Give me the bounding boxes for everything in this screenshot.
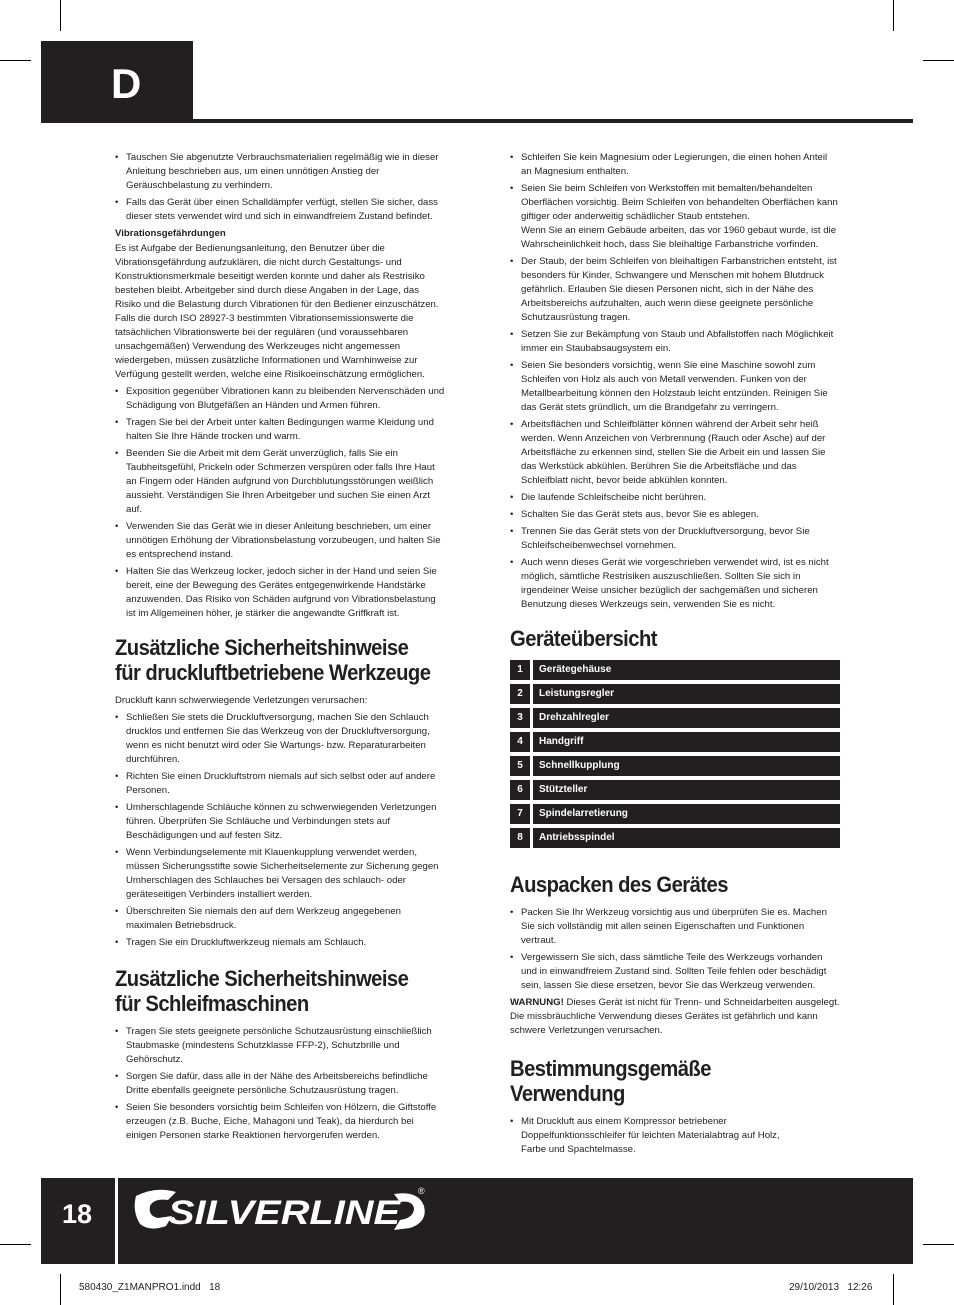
part-label: Schnellkupplung: [533, 756, 840, 776]
list-item: • Beenden Sie die Arbeit mit dem Gerät unverzüglich, falls Sie ein Taubheitsgefühl, Prickeln oder Schmerzen verspüren oder falls Ihre Haut an Fingern oder Händen aufgrund von Durchblutungsstörungen weißlich aussieht. Verständigen Sie Ihren Arbeitgeber und suchen Sie einen Arzt auf.: [115, 447, 445, 517]
list-item: • Arbeitsflächen und Schleifblätter können während der Arbeit sehr heiß werden. Wenn Anzeichen von Verbrennung (Rauch oder Asche) auf der Arbeitsfläche zu erkennen sind, stellen Sie die Arbeit ein und lassen Sie das Werkstück abkühlen. Berühren Sie die Arbeitsfläche und das Schleifblatt nicht, bevor beide abkühlen konnten.: [510, 418, 840, 488]
list-item: • Umherschlagende Schläuche können zu schwerwiegenden Verletzungen führen. Überprüfen Sie Schläuche und Verbindungen stets auf Beschädigungen und auf festen Sitz.: [115, 801, 445, 843]
crop-mark: [60, 1274, 61, 1305]
crop-mark: [893, 1274, 894, 1305]
list-item: • Seien Sie besonders vorsichtig beim Schleifen von Hölzern, die Giftstoffe erzeugen (z.B. Buche, Eiche, Mahagoni und Teak), da hierdurch bei einigen Personen starke Reaktionen hervorgerufen werden.: [115, 1101, 445, 1143]
list-item: • Setzen Sie zur Bekämpfung von Staub und Abfallstoffen nach Möglichkeit immer ein Staubabsaugsystem ein.: [510, 328, 840, 356]
list-item: • Mit Druckluft aus einem Kompressor betriebener Doppelfunktionsschleifer für leichten Materialabtrag auf Holz, Farbe und Spachtelmasse.: [510, 1115, 840, 1157]
footer-divider: [115, 1178, 118, 1264]
noise-bullets: [115, 151, 445, 224]
list-item: • Seien Sie besonders vorsichtig, wenn Sie eine Maschine sowohl zum Schleifen von Holz als auch von Metall verwenden. Funken von der Metallbearbeitung können den Holzstaub leicht entzünden. Reinigen Sie das Gerät stets gründlich, um die Brandgefahr zu verringern.: [510, 359, 840, 415]
vibration-subheading: Vibrationsgefährdungen: [115, 228, 226, 239]
brand-wordmark: SILVERLINE: [168, 1194, 402, 1232]
air-tools-intro: Druckluft kann schwerwiegende Verletzungen verursachen:: [115, 695, 368, 706]
list-item: • Richten Sie einen Druckluftstrom niemals auf sich selbst oder auf andere Personen.: [115, 770, 445, 798]
part-label: Spindelarretierung: [533, 804, 840, 824]
warning-paragraph: [510, 996, 840, 1038]
part-number: 1: [510, 660, 530, 680]
part-number: 3: [510, 708, 530, 728]
file-slug: 580430_Z1MANPRO1.indd 18: [79, 1282, 221, 1293]
list-item: • Seien Sie beim Schleifen von Werkstoffen mit bemalten/behandelten Oberflächen vorsichtig. Beim Schleifen von behandelten Oberflächen kann giftiger oder anderweitig schädlicher Staub entstehen. Wenn Sie an einem Gebäude arbeiten, das vor 1960 gebaut wurde, ist die Wahrscheinlichkeit hoch, dass Sie bleihaltige Farbanstriche vorfinden.: [510, 182, 840, 252]
silverline-logo: [132, 1186, 432, 1236]
part-number: 4: [510, 732, 530, 752]
registered-mark: ®: [418, 1186, 425, 1196]
part-label: Gerätegehäuse: [533, 660, 840, 680]
header-rule: [193, 119, 913, 123]
part-label: Drehzahlregler: [533, 708, 840, 728]
list-item: • Packen Sie Ihr Werkzeug vorsichtig aus und überprüfen Sie es. Machen Sie sich vollständig mit allen seinen Eigenschaften und Funktionen vertraut.: [510, 906, 840, 948]
part-number: 2: [510, 684, 530, 704]
part-number: 5: [510, 756, 530, 776]
grinder-heading: [115, 966, 419, 1016]
crop-mark: [923, 60, 954, 61]
unpacking-heading: Auspacken des Gerätes: [510, 872, 728, 897]
grinding-bullets: [510, 151, 840, 612]
grinder-heading-line1: Zusätzliche Sicherheitshinweise: [115, 966, 409, 991]
intended-use-heading-line2: Verwendung: [510, 1081, 625, 1106]
language-tab: [41, 41, 193, 123]
table-row: [510, 660, 840, 680]
right-column: [510, 151, 840, 1160]
list-item: • Auch wenn dieses Gerät wie vorgeschrieben verwendet wird, ist es nicht möglich, sämtliche Restrisiken auszuschließen. Sollten Sie sich in irgendeiner Weise unsicher bezüglich der sachgemäßen und sicheren Benutzung dieses Werkzeugs sein, verwenden Sie es nicht.: [510, 556, 840, 612]
part-number: 8: [510, 828, 530, 848]
grinder-heading-line2: für Schleifmaschinen: [115, 991, 309, 1016]
table-row: [510, 684, 840, 704]
list-item: • Überschreiten Sie niemals den auf dem Werkzeug angegebenen maximalen Betriebsdruck.: [115, 905, 445, 933]
list-item: • Tragen Sie stets geeignete persönliche Schutzausrüstung einschließlich Staubmaske (mindestens Schutzklasse FFP-2), Schutzbrille und Gehörschutz.: [115, 1025, 445, 1067]
crop-mark: [0, 1244, 31, 1245]
table-row: [510, 732, 840, 752]
crop-mark: [60, 0, 61, 31]
list-item: • Halten Sie das Werkzeug locker, jedoch sicher in der Hand und seien Sie bereit, eine der Bewegung des Gerätes entgegenwirkende Handstärke anzuwenden. Das Risiko von Schäden aufgrund von Vibrationsbelastung ist im Allgemeinen höher, je stärker die angewandte Griffkraft ist.: [115, 565, 445, 621]
crop-mark: [0, 60, 31, 61]
intended-use-heading-line1: Bestimmungsgemäße: [510, 1056, 711, 1081]
language-letter: D: [111, 60, 142, 107]
crop-mark: [923, 1244, 954, 1245]
table-row: [510, 828, 840, 848]
list-item: • Schleifen Sie kein Magnesium oder Legierungen, die einen hohen Anteil an Magnesium enthalten.: [510, 151, 840, 179]
part-label: Leistungsregler: [533, 684, 840, 704]
part-label: Stützteller: [533, 780, 840, 800]
list-item: • Der Staub, der beim Schleifen von bleihaltigen Farbanstrichen entsteht, ist besonders für Kinder, Schwangere und Menschen mit hohem Blutdruck gefährlich. Erlauben Sie diesen Personen nicht, sich in der Nähe des Arbeitsbereichs aufzuhalten, auch wenn diese geeignete persönliche Schutzausrüstung tragen.: [510, 255, 840, 325]
part-number: 7: [510, 804, 530, 824]
list-item: • Schließen Sie stets die Druckluftversorgung, machen Sie den Schlauch drucklos und entfernen Sie das Werkzeug von der Druckluftversorgung, wenn es nicht benutzt wird oder Sie Wartungs- bzw. Reparaturarbeiten durchführen.: [115, 711, 445, 767]
grinder-bullets: [115, 1025, 445, 1143]
air-tools-heading-line1: Zusätzliche Sicherheitshinweise: [115, 635, 409, 660]
list-item: • Trennen Sie das Gerät stets von der Druckluftversorgung, bevor Sie Schleifscheibenwechsel vornehmen.: [510, 525, 840, 553]
table-row: [510, 756, 840, 776]
crop-mark: [893, 0, 894, 31]
vibration-paragraph: Es ist Aufgabe der Bedienungsanleitung, den Benutzer über die Vibrationsgefährdung aufzuklären, die nicht durch Gestaltungs- und Konstruktionsmerkmale beseitigt werden konnte und daher als Restrisiko bestehen bleibt. Arbeitgeber sind durch diese Angaben in der Lage, das Risiko und die Belastung durch Vibrationen für den Bediener einzuschätzen. Falls die durch ISO 28927-3 bestimmten Vibrationsemissionswerte die tatsächlichen Vibrationswerte bei der regulären (und voraussehbaren unsachgemäßen) Verwendung des Werkzeuges nicht angemessen wiedergeben, müssen zusätzliche Informationen und Warnhinweise zur Verfügung gestellt werden, welche eine Risikoeinschätzung ermöglichen.: [115, 243, 439, 380]
air-tools-heading-line2: für druckluftbetriebene Werkzeuge: [115, 660, 431, 685]
left-column: [115, 151, 445, 1146]
table-row: [510, 780, 840, 800]
list-item: • Die laufende Schleifscheibe nicht berühren.: [510, 491, 840, 505]
warning-text: Dieses Gerät ist nicht für Trenn- und Schneidarbeiten ausgelegt. Die missbräuchliche Verwendung dieses Gerätes ist gefährlich und kann schwere Verletzungen verursachen.: [510, 997, 840, 1036]
list-item: • Tragen Sie ein Druckluftwerkzeug niemals am Schlauch.: [115, 936, 445, 950]
part-number: 6: [510, 780, 530, 800]
list-item: • Falls das Gerät über einen Schalldämpfer verfügt, stellen Sie sicher, dass dieser stets verwendet wird und sich in einwandfreiem Zustand befindet.: [115, 196, 445, 224]
air-tools-bullets: [115, 711, 445, 950]
intended-use-bullets: [510, 1115, 840, 1157]
list-item: • Schalten Sie das Gerät stets aus, bevor Sie es ablegen.: [510, 508, 840, 522]
vibration-bullets: [115, 385, 445, 621]
air-tools-heading: [115, 635, 431, 685]
list-item: • Vergewissern Sie sich, dass sämtliche Teile des Werkzeugs vorhanden und in einwandfreiem Zustand sind. Sollten Teile fehlen oder beschädigt sein, lassen Sie diese ersetzen, bevor Sie das Werkzeug verwenden.: [510, 951, 840, 993]
list-item: • Tragen Sie bei der Arbeit unter kalten Bedingungen warme Kleidung und halten Sie Ihre Hände trocken und warm.: [115, 416, 445, 444]
parts-table: [510, 656, 840, 852]
intended-use-heading: [510, 1056, 814, 1106]
part-label: Antriebsspindel: [533, 828, 840, 848]
overview-heading: Geräteübersicht: [510, 626, 657, 651]
list-item: • Wenn Verbindungselemente mit Klauenkupplung verwendet werden, müssen Sicherungsstifte sowie Sicherheitselemente zur Sicherung gegen Umherschlagen des Schlauches bei Versagen des schlauch- oder geräteseitigen Verbinders installiert werden.: [115, 846, 445, 902]
warning-label: WARNUNG!: [510, 997, 564, 1008]
part-label: Handgriff: [533, 732, 840, 752]
date-slug: 29/10/2013 12:26: [789, 1282, 873, 1293]
list-item: • Exposition gegenüber Vibrationen kann zu bleibenden Nervenschäden und Schädigung von Blutgefäßen an Händen und Armen führen.: [115, 385, 445, 413]
list-item: • Tauschen Sie abgenutzte Verbrauchsmaterialien regelmäßig wie in dieser Anleitung beschrieben aus, um einen unnötigen Anstieg der Geräuschbelastung zu verhindern.: [115, 151, 445, 193]
table-row: [510, 804, 840, 824]
table-row: [510, 708, 840, 728]
list-item: • Verwenden Sie das Gerät wie in dieser Anleitung beschrieben, um einer unnötigen Erhöhung der Vibrationsbelastung vorzubeugen, und halten Sie es entsprechend instand.: [115, 520, 445, 562]
unpacking-bullets: [510, 906, 840, 993]
page-number: 18: [61, 1199, 93, 1229]
list-item: • Sorgen Sie dafür, dass alle in der Nähe des Arbeitsbereichs befindliche Dritte ebenfalls geeignete persönliche Schutzausrüstung tragen.: [115, 1070, 445, 1098]
